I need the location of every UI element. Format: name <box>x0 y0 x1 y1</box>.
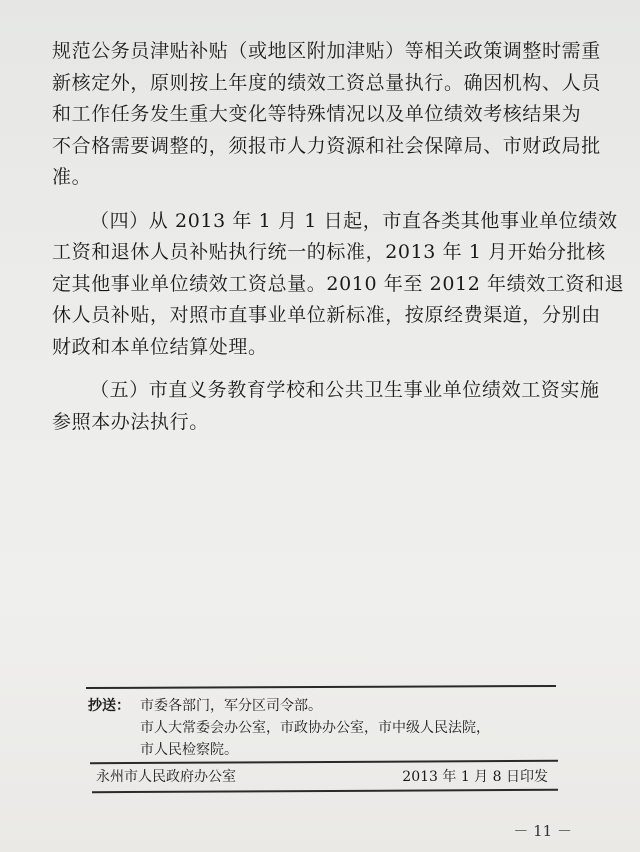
paragraph-five-line: （五）市直义务教育学校和公共卫生事业单位绩效工资实施 <box>90 379 600 401</box>
issue-date: 2013 年 1 月 8 日印发 <box>402 769 548 785</box>
document-body <box>52 36 625 438</box>
body-line: 参照本办法执行。 <box>52 410 209 433</box>
body-line: 新核定外，原则按上年度的绩效工资总量执行。确因机构、人员 <box>52 71 601 94</box>
cc-top-rule <box>86 685 556 689</box>
cc-recipients-line: 市人民检察院。 <box>140 742 238 758</box>
cc-block <box>88 695 568 761</box>
body-line: 规范公务员津贴补贴（或地区附加津贴）等相关政策调整时需重 <box>52 40 601 62</box>
paragraph-four-line: （四）从 2013 年 1 月 1 日起，市直各类其他事业单位绩效 <box>90 209 618 232</box>
body-line: 和工作任务发生重大变化等特殊情况以及单位绩效考核结果为 <box>52 103 582 125</box>
body-line: 准。 <box>52 166 92 188</box>
body-line: 不合格需要调整的，须报市人力资源和社会保障局、市财政局批 <box>52 134 601 157</box>
page-number: － 11 － <box>513 822 572 840</box>
cc-recipients-line: 市委各部门，军分区司令部。 <box>140 698 322 714</box>
body-line: 定其他事业单位绩效工资总量。2010 年至 2012 年绩效工资和退 <box>52 272 625 295</box>
body-line: 工资和退休人员补贴执行统一的标准，2013 年 1 月开始分批核 <box>52 241 606 263</box>
cc-label: 抄送： <box>88 698 130 714</box>
footer-bottom-rule <box>92 789 558 793</box>
body-line: 财政和本单位结算处理。 <box>52 335 268 358</box>
cc-recipients-line: 市人大常委会办公室，市政协办公室，市中级人民法院， <box>140 720 490 736</box>
body-line: 休人员补贴，对照市直事业单位新标准，按原经费渠道，分别由 <box>52 304 601 326</box>
issuing-office: 永州市人民政府办公室 <box>96 769 236 785</box>
